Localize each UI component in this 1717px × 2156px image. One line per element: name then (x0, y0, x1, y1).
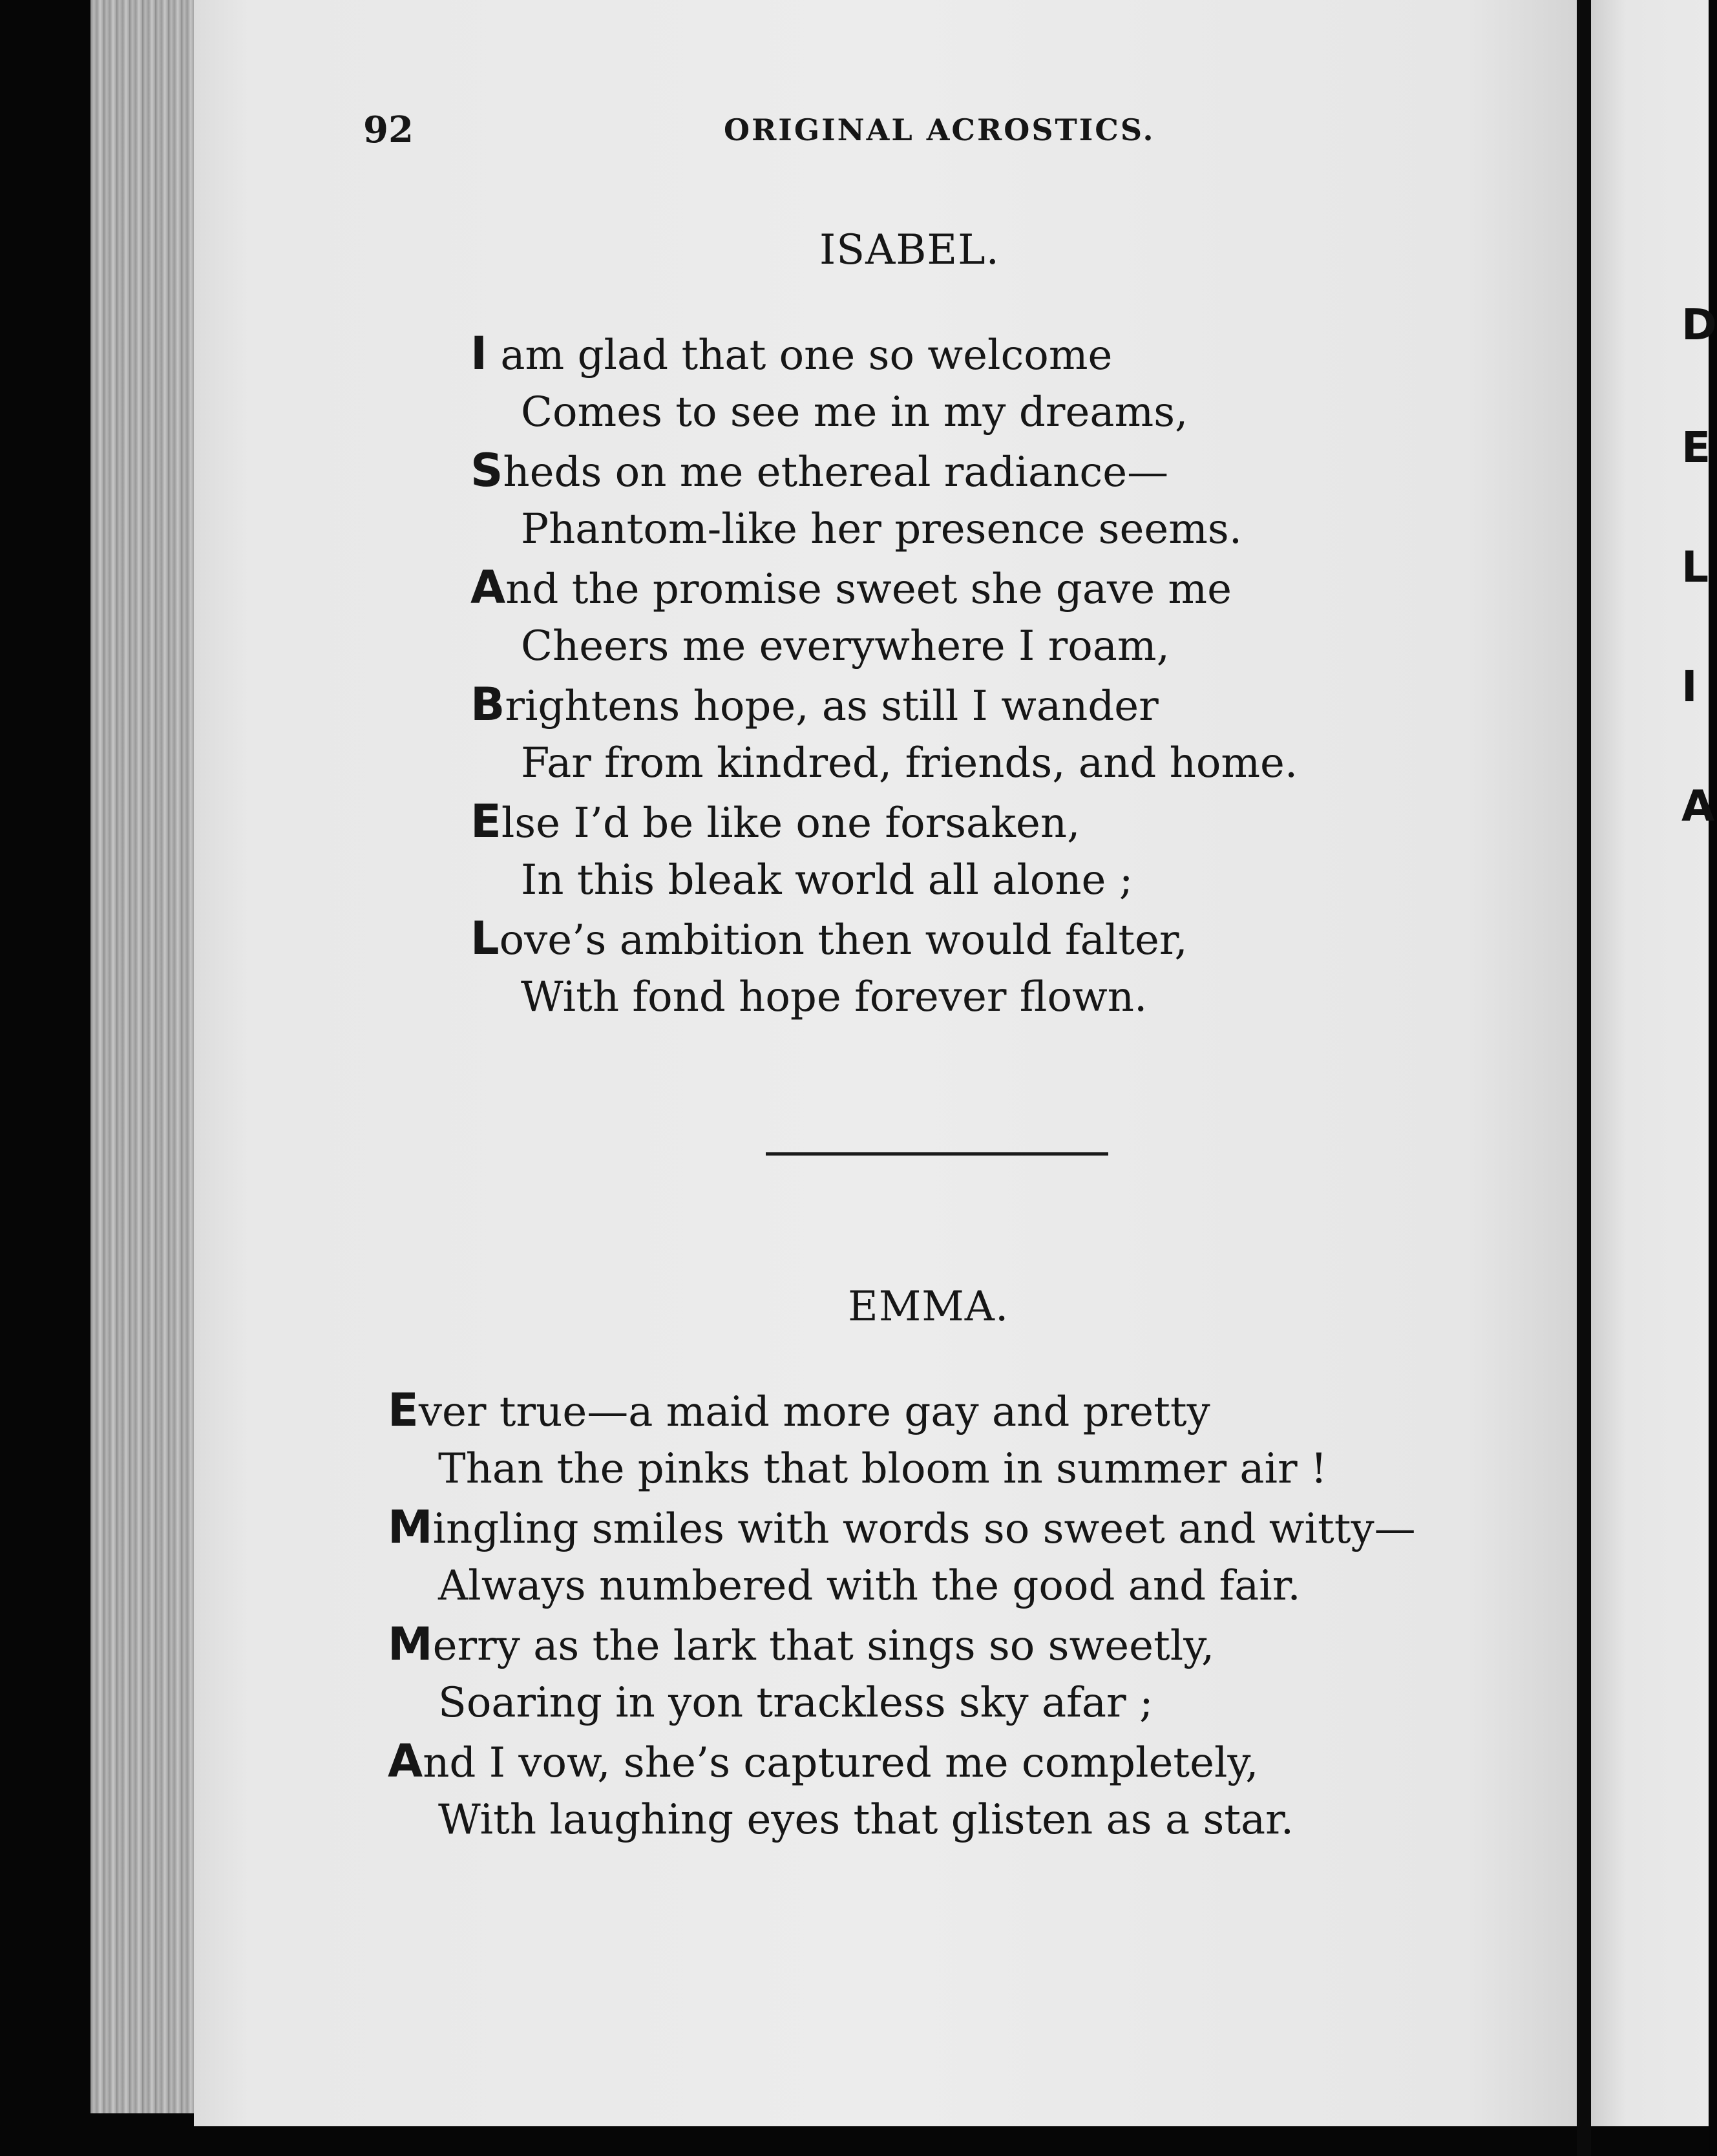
poem-title-emma: EMMA. (848, 1283, 1009, 1331)
line-text: rightens hope, as still I wander (505, 682, 1159, 730)
poem-line (388, 1498, 1416, 1557)
line-text: heds on me ethereal radiance— (503, 449, 1169, 496)
acrostic-initial: A (388, 1735, 423, 1788)
facing-page-initial: D (1681, 300, 1717, 350)
line-text: Cheers me everywhere I roam, (521, 622, 1170, 670)
running-title: ORIGINAL ACROSTICS. (724, 112, 1155, 147)
line-text: Than the pinks that bloom in summer air ! (438, 1444, 1327, 1493)
line-text: ver true—a maid more gay and pretty (418, 1388, 1210, 1436)
poem-line (388, 1791, 1416, 1850)
acrostic-initial: I (470, 327, 488, 380)
acrostic-initial: E (470, 795, 501, 848)
line-text: Soaring in yon trackless sky afar ; (438, 1678, 1153, 1727)
poem-line (388, 1557, 1416, 1616)
book-gutter (1577, 0, 1591, 2156)
poem-line (470, 441, 1298, 500)
acrostic-initial: E (388, 1384, 419, 1437)
poem-line (470, 558, 1298, 617)
section-divider (766, 1152, 1108, 1156)
poem-line (470, 324, 1298, 383)
line-text: nd I vow, she’s captured me completely, (423, 1739, 1259, 1787)
poem-line (470, 617, 1298, 676)
line-text: Phantom-like her presence seems. (521, 505, 1243, 553)
line-text: Always numbered with the good and fair. (438, 1561, 1301, 1610)
poem-line (470, 792, 1298, 851)
line-text: ove’s ambition then would falter, (499, 916, 1188, 964)
facing-page-initial: I (1681, 662, 1698, 712)
facing-page-initial: A (1681, 781, 1715, 831)
poem-title-isabel: ISABEL. (819, 226, 1000, 274)
poem-line (388, 1381, 1416, 1440)
line-text: Comes to see me in my dreams, (521, 388, 1188, 436)
poem-line (388, 1615, 1416, 1674)
poem-emma (388, 1381, 1416, 1849)
acrostic-initial: M (388, 1501, 433, 1554)
facing-page-initial: E (1681, 423, 1711, 472)
poem-line (388, 1440, 1416, 1499)
running-head (194, 109, 1577, 154)
poem-line (470, 851, 1298, 910)
line-text: In this bleak world all alone ; (521, 856, 1133, 904)
line-text: With laughing eyes that glisten as a star. (438, 1795, 1294, 1844)
acrostic-initial: B (470, 678, 505, 731)
poem-isabel (470, 324, 1298, 1026)
poem-line (470, 968, 1298, 1027)
poem-line (470, 500, 1298, 559)
acrostic-initial: M (388, 1618, 433, 1671)
line-text: With fond hope forever flown. (521, 973, 1148, 1021)
line-text: ingling smiles with words so sweet and witty— (432, 1505, 1416, 1553)
acrostic-initial: L (470, 912, 500, 965)
line-text: am glad that one so welcome (487, 332, 1113, 379)
acrostic-initial: A (470, 561, 506, 614)
poem-line (388, 1732, 1416, 1791)
book-page (194, 0, 1577, 2126)
poem-line (470, 383, 1298, 442)
poem-line (470, 734, 1298, 793)
acrostic-initial: S (470, 444, 503, 497)
line-text: lse I’d be like one forsaken, (501, 799, 1080, 847)
line-text: Far from kindred, friends, and home. (521, 739, 1298, 787)
poem-line (470, 909, 1298, 968)
facing-page-initial: L (1681, 542, 1709, 592)
line-text: nd the promise sweet she gave me (505, 565, 1232, 613)
line-text: erry as the lark that sings so sweetly, (432, 1622, 1215, 1670)
page-number: 92 (363, 109, 414, 151)
poem-line (470, 675, 1298, 734)
poem-line (388, 1674, 1416, 1733)
